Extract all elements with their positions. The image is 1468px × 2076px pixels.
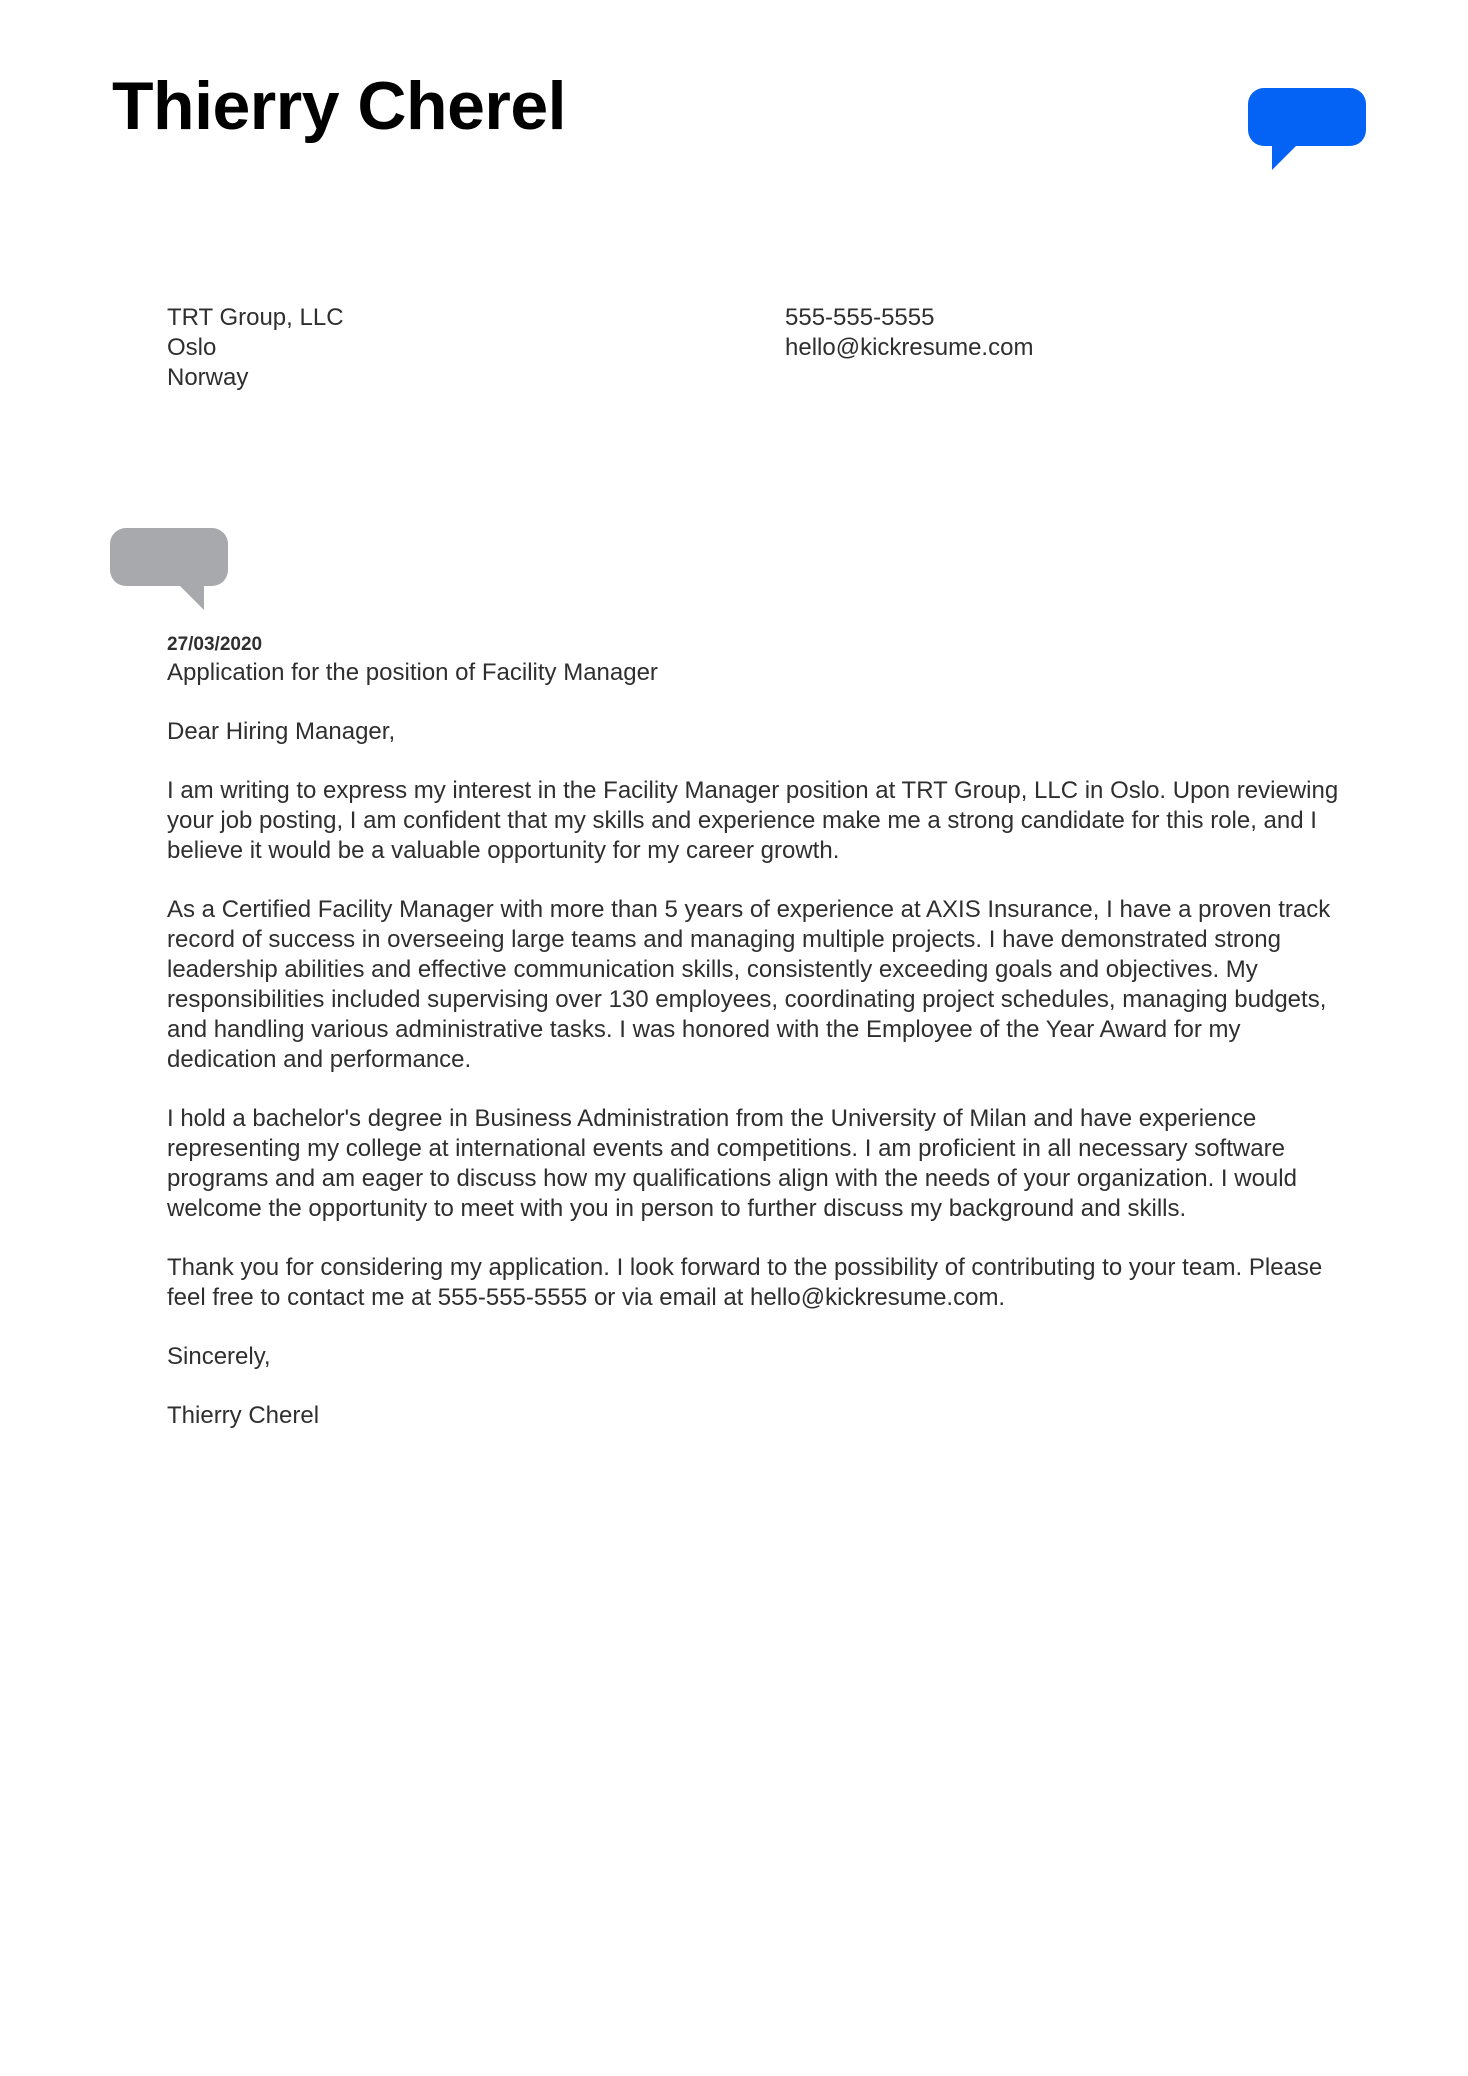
letter-signature: Thierry Cherel [167,1402,320,1429]
recipient-company: TRT Group, LLC [167,304,344,331]
recipient-city: Oslo [167,334,217,361]
speech-bubble-icon [1248,88,1366,176]
letter-salutation: Dear Hiring Manager, [167,718,396,745]
speech-bubble-icon [110,528,228,616]
recipient-address [167,303,344,393]
letter-date: 27/03/2020 [167,634,263,655]
letter-paragraph: I am writing to express my interest in the Facility Manager position at TRT Group, LLC in Oslo. Upon reviewing your job posting, I am confident that my skills and experience make me a strong candidate for this role, and I believe it would be a valuable opportunity for my career growth. [167,777,1339,864]
phone-number: 555-555-5555 [785,304,935,331]
recipient-country: Norway [167,364,249,391]
letter-paragraph: As a Certified Facility Manager with more than 5 years of experience at AXIS Insurance, I have a proven track record of success in overseeing large teams and managing multiple projects. I have demonstrated strong leadership abilities and effective communication skills, consistently exceeding goals and objectives. My responsibilities included supervising over 130 employees, coordinating project schedules, managing budgets, and handling various administrative tasks. I was honored with the Employee of the Year Award for my dedication and performance. [167,896,1331,1073]
applicant-name: Thierry Cherel [112,68,567,144]
letter-paragraph: I hold a bachelor's degree in Business Administration from the University of Milan and have experience representing my college at international events and competitions. I am proficient in all necessary software programs and am eager to discuss how my qualifications align with the needs of your organization. I would welcome the opportunity to meet with you in person to further discuss my background and skills. [167,1105,1297,1222]
letter-subject: Application for the position of Facility Manager [167,659,658,686]
letter-paragraph: Thank you for considering my application. I look forward to the possibility of contributing to your team. Please feel free to contact me at 555-555-5555 or via email at hello@kickresume.com. [167,1254,1323,1311]
email-address: hello@kickresume.com [785,334,1034,361]
sender-contact [785,303,1033,363]
speech-bubble-shape [1248,88,1366,170]
speech-bubble-shape [110,528,228,610]
letter-closing: Sincerely, [167,1343,271,1370]
letter-body [167,632,1347,1431]
